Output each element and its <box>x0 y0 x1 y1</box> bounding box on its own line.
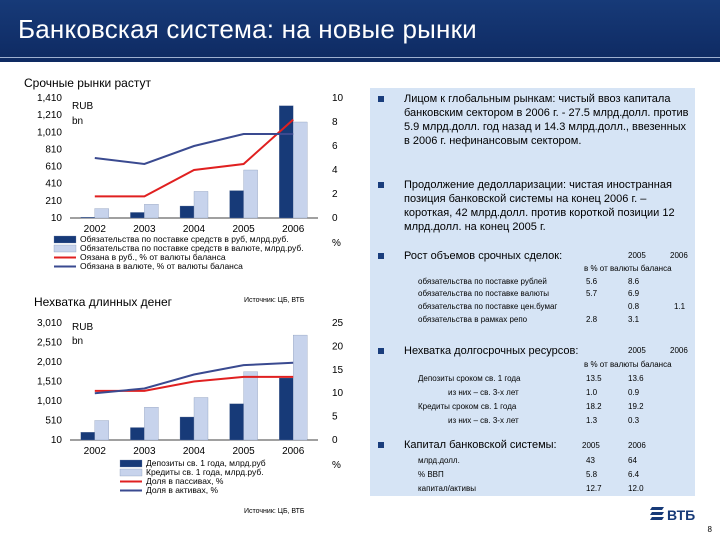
y-unit-label: bn <box>72 336 84 347</box>
bar <box>95 421 109 441</box>
x-tick-label: 2006 <box>282 446 305 457</box>
page-number: 8 <box>707 525 712 534</box>
legend-label: Депозиты св. 1 года, млрд.руб <box>146 458 266 468</box>
bar <box>293 335 307 440</box>
y-tick-label-left: 210 <box>45 195 62 207</box>
series-line <box>95 363 293 393</box>
b4-row-label: из них – св. 3-х лет <box>448 388 519 397</box>
b3-row-v1: 5.6 <box>586 277 598 286</box>
chart-forward-markets <box>37 93 344 271</box>
y-tick-label-left: 410 <box>45 178 62 190</box>
bar <box>180 206 194 218</box>
slide-title: Банковская система: на новые рынки <box>18 14 477 44</box>
x-tick-label: 2002 <box>83 224 106 235</box>
b4-row-v2: 0.3 <box>628 416 640 425</box>
x-tick-label: 2002 <box>83 446 106 457</box>
b3-row-label: обязательства по поставке валюты <box>418 289 550 298</box>
y-unit-label-right: % <box>332 238 341 249</box>
y-tick-label-right: 0 <box>332 435 338 446</box>
b3-row-label: обязательства по поставке рублей <box>418 277 547 286</box>
y-tick-label-left: 810 <box>45 144 62 156</box>
b3-col-2006: 2006 <box>670 251 688 260</box>
b5-row-v2: 12.0 <box>628 484 644 493</box>
b3-row-label: обязательства по поставке цен.бумаг <box>418 302 558 311</box>
b4-row-label: Депозиты сроком св. 1 года <box>418 374 521 383</box>
y-unit-label-right: % <box>332 460 341 471</box>
x-tick-label: 2005 <box>232 224 255 235</box>
chart2-source: Источник: ЦБ, ВТБ <box>244 508 305 515</box>
bullet-title: Рост объемов срочных сделок: <box>404 250 563 262</box>
vtb-logo-icon <box>650 502 706 526</box>
vtb-logo <box>650 502 706 531</box>
x-tick-label: 2005 <box>232 446 255 457</box>
y-tick-label-right: 25 <box>332 318 344 329</box>
y-tick-label-left: 1,210 <box>36 110 62 122</box>
legend-label: Доля в пассивах, % <box>146 476 224 486</box>
legend-label: Кредиты св. 1 года, млрд.руб. <box>146 467 264 477</box>
legend-label: Оязана в руб., % от валюты баланса <box>80 252 226 262</box>
y-tick-label-left: 3,010 <box>36 318 62 329</box>
b4-row-label: Кредиты сроком св. 1 года <box>418 402 517 411</box>
y-tick-label-right: 6 <box>332 141 338 152</box>
y-tick-label-left: 1,010 <box>36 396 62 407</box>
b3-row-v2: 8.6 <box>628 277 640 286</box>
b3-row-v2: 3.1 <box>628 315 640 324</box>
x-tick-label: 2004 <box>182 224 206 235</box>
bar <box>244 372 258 440</box>
y-tick-label-right: 20 <box>332 341 344 353</box>
bar <box>81 432 95 440</box>
bar <box>144 204 158 218</box>
x-tick-label: 2003 <box>133 224 156 235</box>
b4-row-v1: 1.0 <box>586 388 598 397</box>
b4-row-v2: 13.6 <box>628 374 644 383</box>
bar <box>130 428 144 440</box>
legend-swatch <box>120 469 142 476</box>
b4-row-v2: 0.9 <box>628 388 640 397</box>
bar <box>194 191 208 218</box>
b4-row-v2: 19.2 <box>628 402 644 411</box>
y-tick-label-right: 15 <box>332 364 344 376</box>
legend-swatch <box>54 236 76 243</box>
b4-row-label: из них – св. 3-х лет <box>448 416 519 425</box>
b5-row-label: капитал/активы <box>418 484 477 493</box>
b5-row-v1: 12.7 <box>586 484 602 493</box>
b4-row-v1: 13.5 <box>586 374 602 383</box>
bar <box>279 378 293 440</box>
b3-row-v1: 5.7 <box>586 289 598 298</box>
series-line <box>95 120 293 197</box>
bullet-title: Капитал банковской системы: <box>404 439 557 451</box>
b3-row-v1: 0.8 <box>628 302 640 311</box>
y-unit-label: RUB <box>72 101 94 112</box>
y-tick-label-left: 10 <box>50 213 62 224</box>
b5-row-v1: 43 <box>586 456 595 465</box>
y-unit-label: RUB <box>72 322 94 333</box>
legend-swatch <box>120 460 142 467</box>
b4-row-v1: 18.2 <box>586 402 602 411</box>
b5-row-v1: 5.8 <box>586 470 598 479</box>
b4-col-2006: 2006 <box>670 346 688 355</box>
series-line <box>95 377 293 391</box>
bar <box>95 209 109 218</box>
y-tick-label-right: 10 <box>332 388 344 400</box>
bar <box>130 212 144 218</box>
x-tick-label: 2004 <box>182 446 206 457</box>
legend-label: Доля в активах, % <box>146 485 219 495</box>
x-tick-label: 2003 <box>133 446 156 457</box>
bullet-text: Продолжение дедолларизации: чистая иностранная позиция банковской системы на конец 2006 г. – короткая, 42 млрд.долл. против короткой позиции 12 млрд.долл. на конец 2005 г. <box>404 179 675 233</box>
bullet-title: Нехватка долгосрочных ресурсов: <box>404 345 579 357</box>
y-tick-label-right: 4 <box>332 165 338 176</box>
bar <box>194 397 208 440</box>
bullet-square-icon <box>378 348 384 354</box>
y-tick-label-left: 1,010 <box>36 127 62 139</box>
b5-col-2005: 2005 <box>582 441 600 450</box>
b3-row-v2: 1.1 <box>674 302 686 311</box>
y-unit-label: bn <box>72 116 84 127</box>
y-tick-label-left: 1,510 <box>36 376 62 388</box>
b5-row-v2: 64 <box>628 456 637 465</box>
bar <box>81 217 95 218</box>
legend-label: Обязательства по поставке средств в руб, млрд.руб. <box>80 234 289 244</box>
chart2-heading: Нехватка длинных денег <box>34 295 173 309</box>
b5-row-label: % ВВП <box>418 470 444 479</box>
b5-col-2006: 2006 <box>628 441 646 450</box>
chart1-source: Источник: ЦБ, ВТБ <box>244 297 305 304</box>
bullet-text: Лицом к глобальным рынкам: чистый ввоз капитала банковским сектором в 2006 г. - 27.5 млрд.долл. против 5.9 млрд.долл. год назад и 14.3 млрд.долл., ввезенных в 2006 г. нефинансовым сектором. <box>404 93 689 147</box>
bullet-square-icon <box>378 253 384 259</box>
vtb-logo-text: ВТБ <box>667 507 696 523</box>
legend-label: Обязана в валюте, % от валюты баланса <box>80 261 243 271</box>
y-tick-label-right: 5 <box>332 411 338 423</box>
chart1-heading: Срочные рынки растут <box>24 76 151 90</box>
b3-note: в % от валюты баланса <box>584 264 672 273</box>
bar <box>230 404 244 440</box>
bullet-square-icon <box>378 182 384 188</box>
commentary-panel <box>370 88 695 496</box>
b5-row-v2: 6.4 <box>628 470 640 479</box>
b3-row-label: обязательства в рамках репо <box>418 315 528 324</box>
b4-row-v1: 1.3 <box>586 416 598 425</box>
y-tick-label-right: 10 <box>332 93 344 104</box>
y-tick-label-left: 1,410 <box>36 93 62 104</box>
b4-note: в % от валюты баланса <box>584 360 672 369</box>
bar <box>244 170 258 218</box>
b4-col-2005: 2005 <box>628 346 646 355</box>
series-line <box>95 134 293 164</box>
y-tick-label-left: 2,510 <box>36 337 62 349</box>
b3-row-v1: 2.8 <box>586 315 598 324</box>
y-tick-label-left: 2,010 <box>36 357 62 368</box>
y-tick-label-left: 610 <box>45 161 62 173</box>
b3-col-2005: 2005 <box>628 251 646 260</box>
bar <box>180 417 194 440</box>
bar <box>144 407 158 440</box>
bar <box>293 122 307 218</box>
y-tick-label-right: 8 <box>332 117 338 128</box>
b5-row-label: млрд.долл. <box>418 456 460 465</box>
bullet-square-icon <box>378 96 384 102</box>
x-tick-label: 2006 <box>282 224 305 235</box>
y-tick-label-right: 2 <box>332 189 338 200</box>
legend-label: Обязательства по поставке средств в валюте, млрд.руб. <box>80 243 304 253</box>
bar <box>230 191 244 218</box>
b3-row-v2: 6.9 <box>628 289 640 298</box>
y-tick-label-left: 510 <box>45 415 62 427</box>
y-tick-label-left: 10 <box>50 435 62 446</box>
bullet-square-icon <box>378 442 384 448</box>
y-tick-label-right: 0 <box>332 213 338 224</box>
chart-long-money <box>37 318 344 495</box>
legend-swatch <box>54 245 76 252</box>
